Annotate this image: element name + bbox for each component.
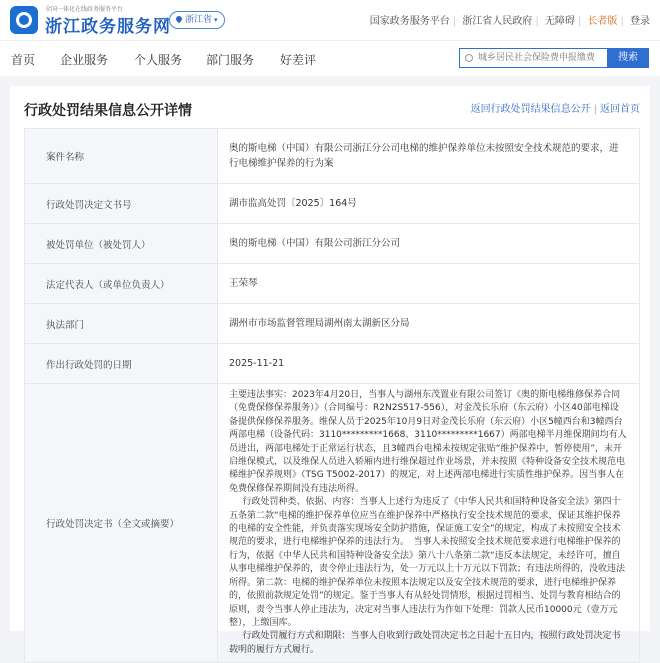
link-provincial-government[interactable]: 浙江省人民政府	[462, 16, 533, 27]
table-row	[25, 304, 640, 344]
page-title: 行政处罚结果信息公开详情	[24, 103, 192, 119]
link-elder-mode[interactable]: 长者版	[587, 16, 618, 27]
row-label: 行政处罚决定书（全文或摘要）	[25, 384, 218, 663]
nav-personal[interactable]: 个人服务	[134, 53, 183, 67]
link-login[interactable]: 登录	[630, 16, 650, 27]
search-icon	[465, 54, 473, 62]
card-links: 返回行政处罚结果信息公开 | 返回首页	[470, 104, 640, 115]
table-row	[25, 344, 640, 384]
region-selector[interactable]	[169, 11, 225, 29]
row-label: 案件名称	[25, 129, 218, 184]
link-accessibility[interactable]: 无障碍	[544, 16, 575, 27]
top-links: 国家政务服务平台 | 浙江省人民政府 | 无障碍 | 长者版 | 登录	[369, 16, 650, 27]
row-label: 法定代表人（或单位负责人）	[25, 264, 218, 304]
row-label: 被处罚单位（被处罚人）	[25, 224, 218, 264]
decision-paragraph: 行政处罚履行方式和期限：当事人自收到行政处罚决定书之日起十五日内，按照行政处罚决定书载明的履行方式履行。	[229, 631, 621, 655]
decision-date-value: 2025-11-21	[218, 344, 640, 384]
location-pin-icon	[175, 15, 183, 23]
decision-paragraph: 主要违法事实：2023年4月20日，当事人与湖州东茂置业有限公司签订《奥的斯电梯维修保养合同（免费保修保养服务）》（合同编号：R2N2S517-556），对金茂长乐府（东云府）小区40部电梯设备提供保修保养服务。维保人员于2025年10月9日对金茂长乐府（东云府）小区5幢西台和3幢西台两部电梯（设备代码：3110*********1668、3110*********1667）两部电梯半月维保期间均有人员进出，两部电梯处于正常运行状态，且3幢西台电梯未按规定张贴“维护保养中，暂停使用”，未开启维保模式，以及维保人员进入轿厢内进行维保超过作业场景，并未按照《特种设备安全技术规范电梯维护保养规则》（TSG T5002-2017）的规定，对上述两部电梯进行实质性维护保养。因当事人在免费保修保养期间没有违法所得。	[229, 390, 627, 494]
back-home-link[interactable]: 返回首页	[600, 104, 640, 115]
penalized-party-value: 奥的斯电梯（中国）有限公司浙江分公司	[218, 224, 640, 264]
nav-review[interactable]: 好差评	[280, 53, 317, 67]
table-row	[25, 384, 640, 663]
back-to-list-link[interactable]: 返回行政处罚结果信息公开	[470, 104, 591, 115]
nav-home[interactable]: 首页	[11, 53, 36, 67]
logo-icon[interactable]	[10, 6, 38, 34]
enforcement-department-value: 湖州市市场监督管理局湖州南太湖新区分局	[218, 304, 640, 344]
search-box	[459, 48, 607, 68]
decision-document-value	[218, 384, 640, 663]
table-row	[25, 129, 640, 184]
row-label: 行政处罚决定文书号	[25, 184, 218, 224]
site-header	[0, 0, 660, 40]
table-row	[25, 184, 640, 224]
region-label: 浙江省	[185, 15, 213, 25]
nav-department[interactable]: 部门服务	[206, 53, 255, 67]
logo-subtitle: 全国一体化在线政务服务平台	[45, 6, 124, 13]
detail-card	[10, 86, 650, 655]
row-label: 作出行政处罚的日期	[25, 344, 218, 384]
document-number-value: 湖市监高处罚〔2025〕164号	[218, 184, 640, 224]
case-name-value: 奥的斯电梯（中国）有限公司浙江分公司电梯的维护保养单位未按照安全技术规范的要求，进行电梯维护保养的行为案	[218, 129, 640, 184]
search-button[interactable]: 搜索	[607, 48, 649, 68]
nav-enterprise[interactable]: 企业服务	[60, 53, 109, 67]
caret-down-icon: ▾	[214, 16, 218, 24]
table-row	[25, 264, 640, 304]
row-label: 执法部门	[25, 304, 218, 344]
link-national-platform[interactable]: 国家政务服务平台	[369, 16, 450, 27]
search-input[interactable]	[460, 49, 607, 67]
legal-representative-value: 王荣琴	[218, 264, 640, 304]
detail-table	[24, 128, 640, 663]
site-title[interactable]: 浙江政务服务网	[45, 17, 171, 37]
decision-paragraph: 行政处罚种类、依据、内容：当事人上述行为违反了《中华人民共和国特种设备安全法》第四十五条第二款“电梯的维护保养单位应当在维护保养中严格执行安全技术规范的要求，保证其维护保养的电梯的安全性能，并负责落实现场安全防护措施，保证施工安全”的规定，构成了未按照安全技术规范的要求，进行电梯维护保养的违法行为。 当事人未按照安全技术规范要求进行电梯维护保养的行为，依据《中华人民共和国特种设备安全法》第八十八条第二款“违反本法规定，未经许可，擅自从事电梯维护保养的，责令停止违法行为，处一万元以上十万元以下罚款；有违法所得的，没收违法所得。第二款：电梯的维护保养单位未按照本法规定以及安全技术规范的要求，进行电梯维护保养的，依照前款规定处罚”的规定。鉴于当事人有从轻处罚情形，根据过罚相当、处罚与教育相结合的原则，责令当事人停止违法为，决定对当事人违法行为作如下处理：罚款人民币10000元（壹万元整），上缴国库。	[229, 497, 626, 628]
table-row	[25, 224, 640, 264]
